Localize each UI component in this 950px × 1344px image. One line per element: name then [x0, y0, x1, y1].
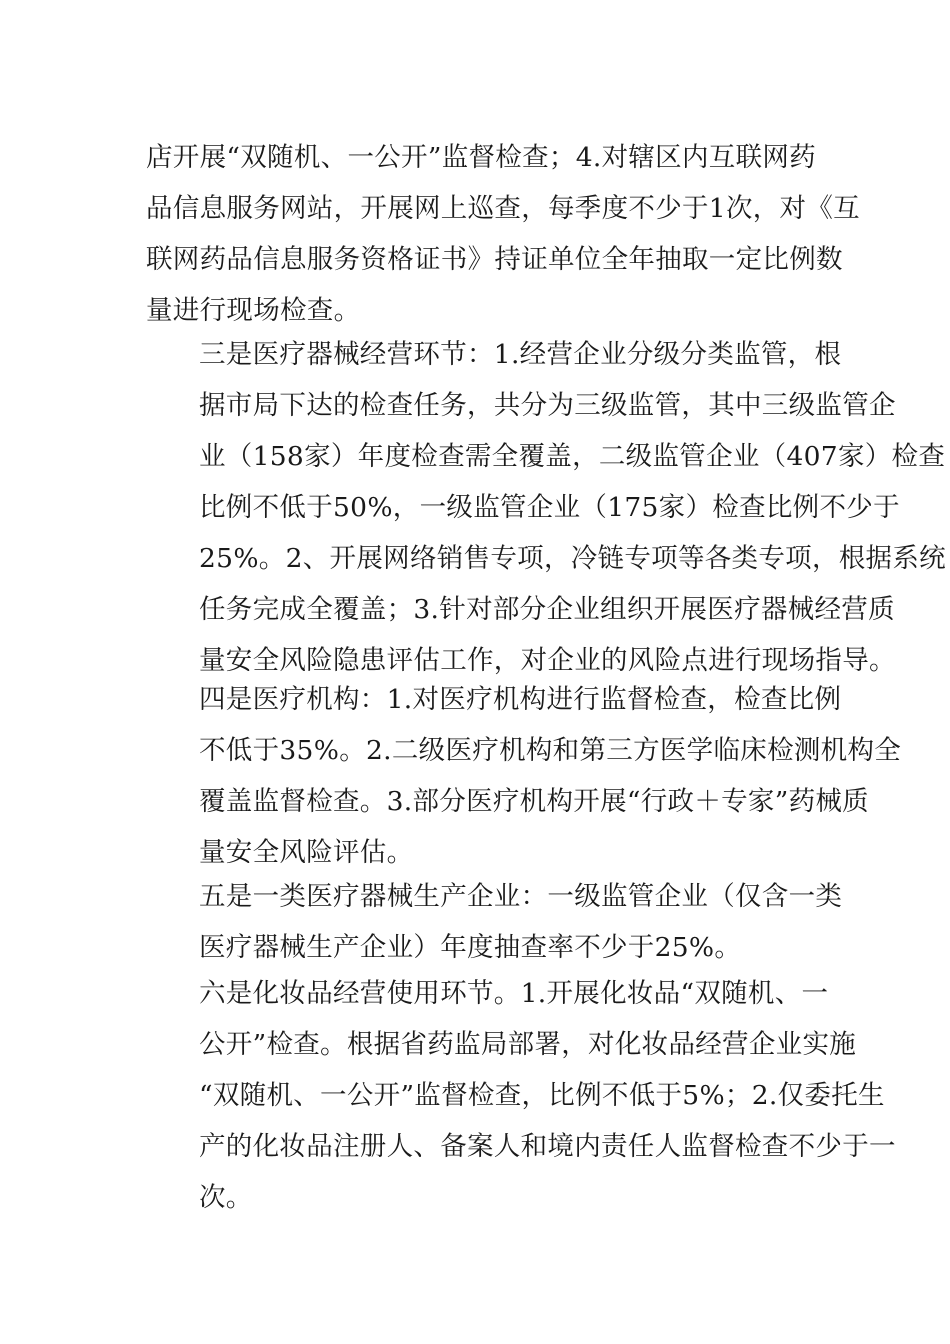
text-line: 覆盖监督检查。3.部分医疗机构开展“行政＋专家”药械质 [199, 786, 869, 817]
text-line: 公开”检查。根据省药监局部署，对化妆品经营企业实施 [199, 1029, 857, 1060]
text-line: 产的化妆品注册人、备案人和境内责任人监督检查不少于一 [199, 1131, 896, 1162]
paragraph-pharmacy-inspection [146, 132, 860, 336]
text-line: 不低于35%。2.二级医疗机构和第三方医学临床检测机构全 [199, 735, 902, 766]
text-line: 品信息服务网站，开展网上巡查，每季度不少于1次，对《互 [146, 193, 860, 224]
text-line: 比例不低于50%，一级监管企业（175家）检查比例不少于 [199, 492, 900, 523]
paragraph-medical-institutions [146, 674, 902, 878]
text-line: 医疗器械生产企业）年度抽查率不少于25%。 [199, 932, 742, 963]
paragraph-medical-device-operation [146, 329, 946, 686]
text-line: 四是医疗机构：1.对医疗机构进行监督检查，检查比例 [199, 684, 842, 715]
text-line: 业（158家）年度检查需全覆盖，二级监管企业（407家）检查 [199, 441, 946, 472]
text-line: 五是一类医疗器械生产企业：一级监管企业（仅含一类 [199, 881, 843, 912]
text-line: 次。 [199, 1182, 253, 1213]
text-line: 量安全风险隐患评估工作，对企业的风险点进行现场指导。 [199, 645, 896, 676]
paragraph-cosmetics [146, 968, 896, 1223]
text-line: 六是化妆品经营使用环节。1.开展化妆品“双随机、一 [199, 978, 829, 1009]
text-line: 任务完成全覆盖；3.针对部分企业组织开展医疗器械经营质 [199, 594, 895, 625]
text-line: 据市局下达的检查任务，共分为三级监管，其中三级监管企 [199, 390, 896, 421]
text-line: 店开展“双随机、一公开”监督检查；4.对辖区内互联网药 [146, 142, 816, 173]
text-line: 量进行现场检查。 [146, 295, 361, 326]
text-line: 量安全风险评估。 [199, 837, 414, 868]
text-line: “双随机、一公开”监督检查，比例不低于5%；2.仅委托生 [199, 1080, 885, 1111]
text-line: 三是医疗器械经营环节：1.经营企业分级分类监管，根 [199, 339, 842, 370]
text-line: 25%。2、开展网络销售专项，冷链专项等各类专项，根据系统 [199, 543, 946, 574]
text-line: 联网药品信息服务资格证书》持证单位全年抽取一定比例数 [146, 244, 843, 275]
paragraph-class-one-device-production [146, 871, 843, 973]
